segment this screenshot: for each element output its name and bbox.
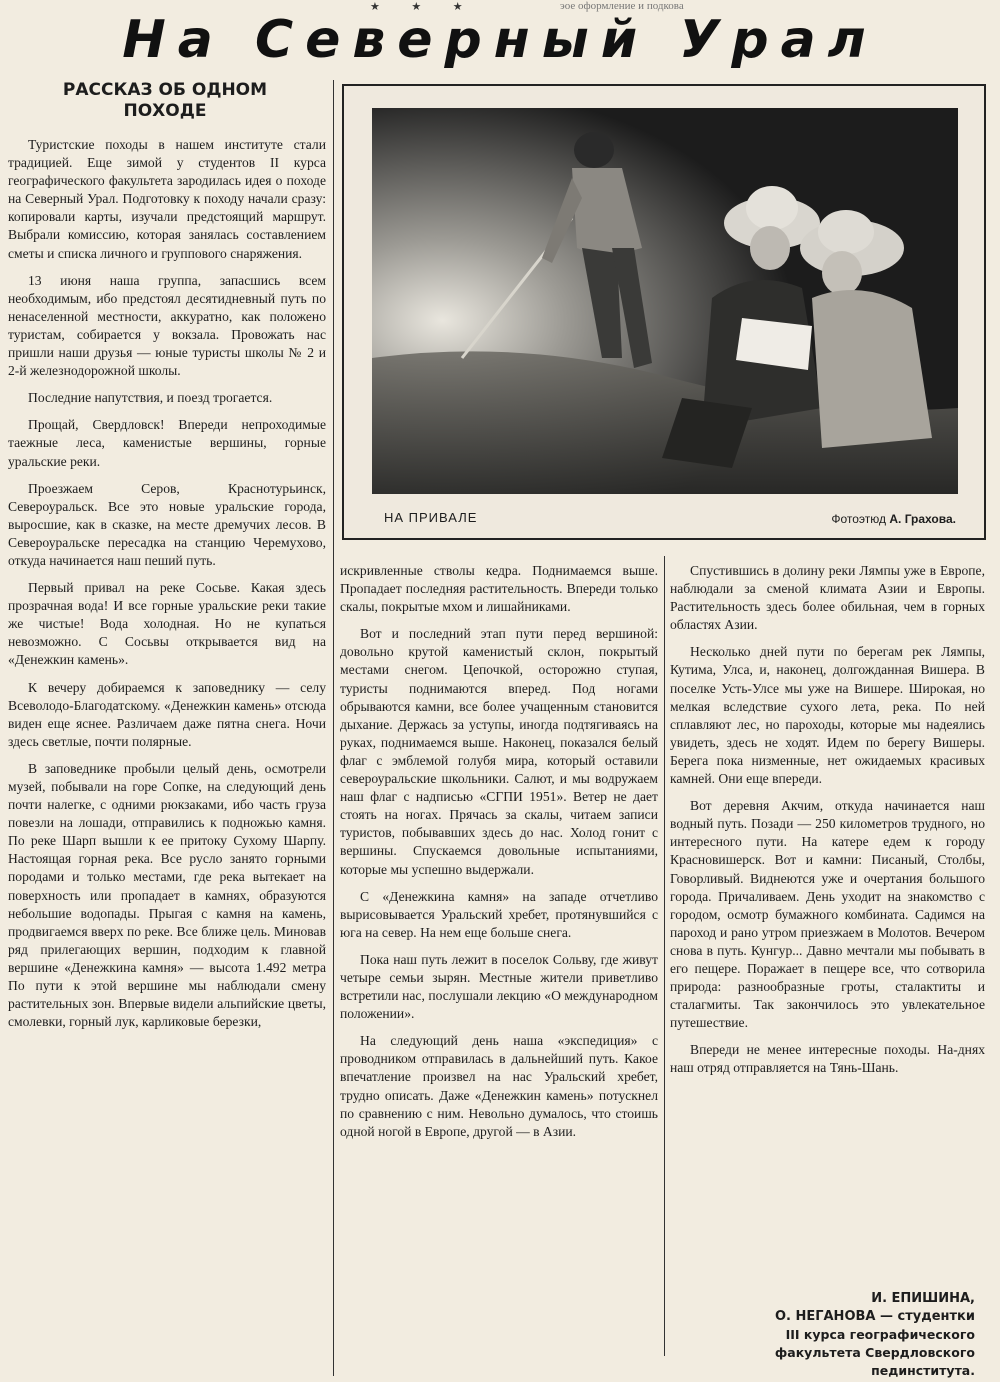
article-column-1 xyxy=(8,136,326,1376)
paragraph: Туристские походы в нашем институте стали традицией. Еще зимой у студентов II курса географического факультета зародилась идея о походе на Северный Урал. Подготовку к походу начали сразу: копировали карты, изучали предстоящий маршрут. Выбрали комиссию, которая занялась составлением сметы и списка личного и группового снаряжения. xyxy=(8,137,326,261)
paragraph: Проезжаем Серов, Краснотурьинск, Североуральск. Все это новые уральские города, выросшие, как в сказке, на месте дремучих лесов. В Североуральске пересадка на станцию Черемухово, откуда начинается наш пеший путь. xyxy=(8,480,326,568)
headline: На Северный Урал xyxy=(122,10,878,70)
paragraph: Спустившись в долину реки Лямпы уже в Европе, наблюдали за сменой климата Азии и Европы. Растительность здесь более обильная, чем в горных областях Азии. xyxy=(670,563,985,633)
photo-frame xyxy=(342,84,986,540)
paragraph: Пока наш путь лежит в поселок Сольву, где живут четыре семьи зырян. Местные жители приветливо встретили нас, послушали лекцию «О международном положении». xyxy=(340,951,658,1022)
author-affiliation-3: пединститута. xyxy=(871,1363,975,1378)
author-affiliation-2: факультета Свердловского xyxy=(774,1345,975,1360)
paragraph: 13 июня наша группа, запасшись всем необходимым, ибо предстоял десятидневный путь по ненаселенной местности, аккуратно, как положено туристам, собирается у вокзала. Провожать нас пришли наши друзья — юные туристы школы № 2 и 2-й железнодорожной школы. xyxy=(8,272,326,379)
paragraph: искривленные стволы кедра. Поднимаемся выше. Пропадает последняя растительность. Впереди только скалы, покрытые мхом и лишайниками. xyxy=(340,563,658,615)
paragraph: Несколько дней пути по берегам рек Лямпы, Кутима, Улса, и, наконец, долгожданная Вишера. В поселке Усть-Улсе мы уже на Вишере. Широкая, но мелкая вследствие сухого лета, река. По ней сплавляют лес, но пароходы, которые мы надеялись увидеть, здесь не ходят. Идем по берегу Вишеры. Берега пока низменные, нет ожидаемых красивых камней. Они еще впереди. xyxy=(670,644,985,787)
paragraph: На следующий день наша «экспедиция» с проводником отправилась в дальнейший путь. Какое впечатление произвел на нас Уральский хребет, трудно описать. Даже «Денежкин камень» потускнел по сравнению с ним. Невольно думалось, что стоишь одной ногой в Европе, другой — в Азии. xyxy=(340,1033,658,1139)
paragraph: Впереди не менее интересные походы. На-днях наш отряд отправляется на Тянь-Шань. xyxy=(670,1042,985,1076)
paragraph: Вот и последний этап пути перед вершиной: довольно крутой каменистый склон, покрытый местами снегом. Цепочкой, осторожно ступая, туристы поднимаются вперед. Под ногами обрываются камни, все более учащенным становится дыхание. Держась за уступы, иногда подтягиваясь на руках, поднимаемся выше. Наконец, показался белый флаг с эмблемой голубя мира, который оставили североуральские школьники. Салют, и мы водружаем наш флаг с надписью «СГПИ 1951». Ветер не дает стоять на ногах. Прячась за скалы, читаем записи туристов, побывавших здесь до нас. Холод гонит с вершины. Спускаемся довольные испытаниями, которые мы успешно выдержали. xyxy=(340,626,658,877)
author-affiliation-1: III курса географического xyxy=(785,1327,975,1342)
cropped-top-text: эое оформление и подкова xyxy=(560,0,684,12)
rest-stop-photo xyxy=(372,108,958,494)
photo-credit xyxy=(831,512,956,526)
paragraph: Последние напутствия, и поезд трогается. xyxy=(28,390,273,406)
author-name-2: О. НЕГАНОВА — студентки xyxy=(774,1309,975,1324)
subheadline: РАССКАЗ ОБ ОДНОМ ПОХОДЕ xyxy=(62,80,268,121)
paragraph: В заповеднике пробыли целый день, осмотрели музей, побывали на горе Сопке, на следующий день почти налегке, с одними рюкзаками, ибо часть груза повезли на лошади, отправились к подножью камня. По реке Шарп вышли к ее притоку Сухому Шарпу. Настоящая горная река. Все русло занято горными породами и только местами, где река вытекает на поверхность или пропадает в камнях, образуются небольшие водопады. Прыгая с камня на камень, продвигаемся вверх по реке. Все ближе цель. Миновав ряд прилегающих вершин, подходим к главной вершине «Денежкина камня» — высота 1.492 метра По пути к этой вершине мы наблюдали смену растительных зон. Впервые видели альпийские цветы, смолевки, горный лук, карликовые березки, xyxy=(8,760,326,1030)
stars-ornament: ★ ★ ★ xyxy=(370,0,477,12)
paragraph: Первый привал на реке Сосьве. Какая здесь прозрачная вода! И все горные уральские реки такие же чистые! Вода холодная. Но не купаться невозможно. С Сосьвы открывается вид на «Денежкин камень». xyxy=(8,580,326,668)
column-rule xyxy=(333,80,334,1376)
article-column-3 xyxy=(670,562,985,1292)
column-rule xyxy=(664,556,665,1356)
photo-credit-name: А. Грахова. xyxy=(889,512,956,526)
author-name-1: И. ЕПИШИНА, xyxy=(871,1291,975,1306)
paragraph: Вот деревня Акчим, откуда начинается наш водный путь. Позади — 250 километров трудного, но интересного пути. На катере едем к городу Красновишерск. Вот и камни: Писаный, Столбы, Говорливый. Виднеются уже и очертания большого города. Причаливаем. День уходит на знакомство с городом, осмотр бумажного комбината. Садимся на пароход и рано утром приезжаем в Молотов. Вечером снова в путь. Кунгур... Давно мечтали мы побывать в его пещере. Поражает в пещере все, что сотворила природа: разнообразные гроты, сталактиты и сталагмиты. Так закончилось это увлекательное путешествие. xyxy=(670,798,985,1031)
paragraph: С «Денежкина камня» на западе отчетливо вырисовывается Уральский хребет, протянувшийся с юга на север. На нем еще больше снега. xyxy=(340,888,658,940)
paragraph: К вечеру добираемся к заповеднику — селу Всеволодо-Благодатскому. «Денежкин камень» отсюда виден еще яснее. Различаем даже пятна снега. Ночи здесь светлые, почти полярные. xyxy=(8,679,326,749)
photo-credit-prefix: Фотоэтюд xyxy=(831,512,887,526)
author-signature xyxy=(690,1290,975,1380)
photo-caption: НА ПРИВАЛЕ xyxy=(384,510,478,525)
article-column-2 xyxy=(340,562,658,1376)
paragraph: Прощай, Свердловск! Впереди непроходимые таежные леса, каменистые вершины, горные уральские реки. xyxy=(8,417,326,469)
